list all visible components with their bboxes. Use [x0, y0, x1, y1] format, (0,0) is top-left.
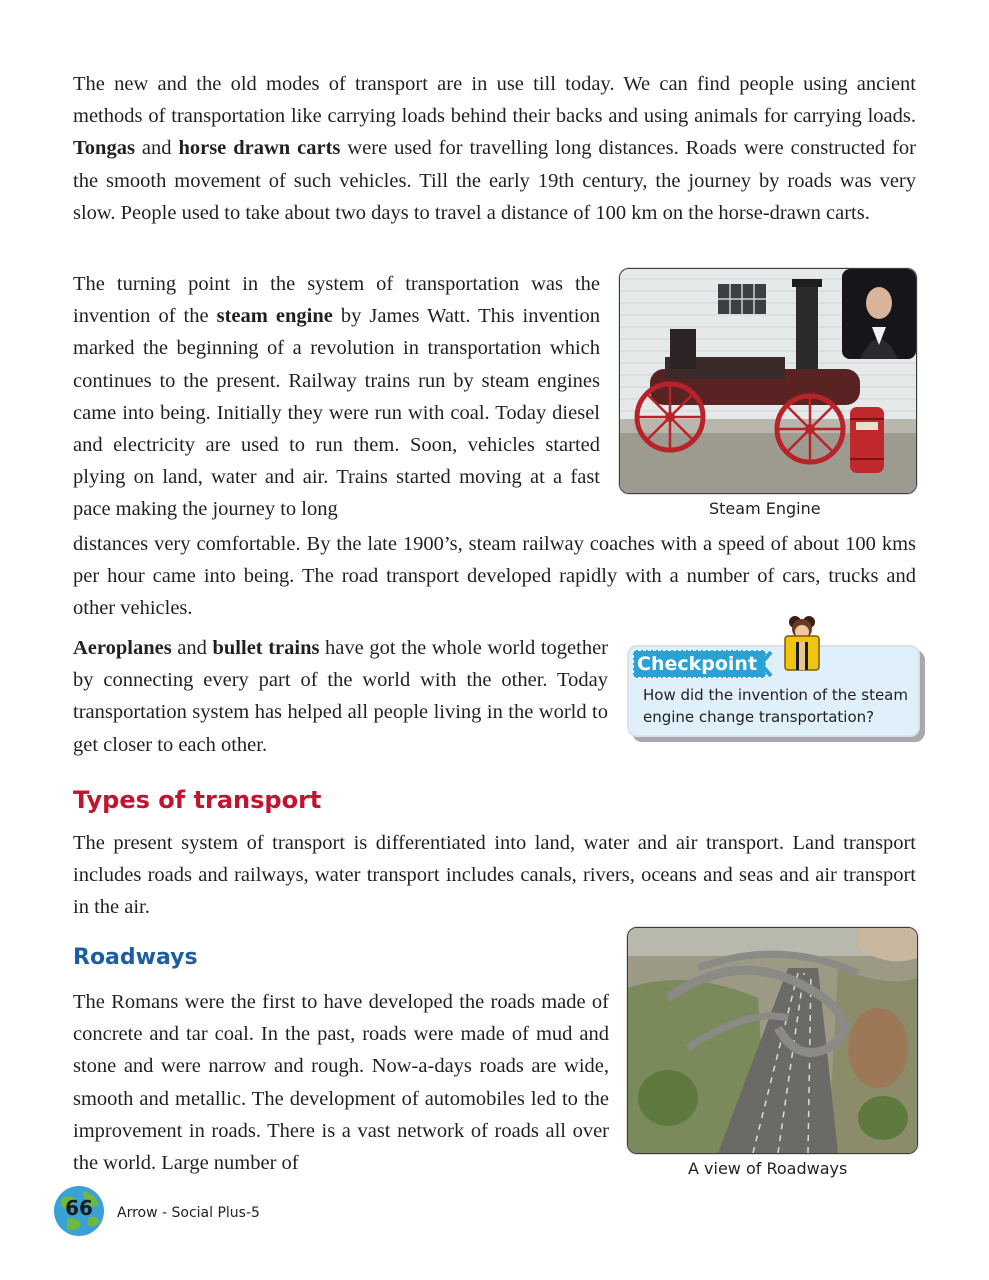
types-of-transport-heading: Types of transport: [73, 786, 322, 814]
steam-engine-paragraph: The turning point in the system of transportation was the invention of the steam engine by James Watt. This invention marked the beginning of a revolution in transportation which continues to the present. Railway trains run by steam engines came into being. Initially they were run with coal. Today diesel and electricity are used to run them. Soon, vehicles started plying on land, water and air. Trains started moving at a fast pace making the journey to long: [73, 273, 600, 521]
roadways-paragraph: The Romans were the first to have developed the roads made of concrete and tar coal. In the past, roads were made of mud and stone and were narrow and rough. Now-a-days roads are wide, smooth and metallic. The development of automobiles led to the improvement in roads. There is a vast network of roads all over the world. Large number of: [73, 991, 609, 1175]
term-bullet-trains: bullet trains: [212, 637, 320, 659]
term-tongas: Tongas: [73, 137, 135, 160]
chevron-icon: [759, 650, 775, 678]
roadways-heading: Roadways: [73, 945, 198, 970]
steam-engine-caption: Steam Engine: [709, 499, 821, 518]
page-number: 66: [65, 1196, 93, 1220]
intro-paragraph: The new and the old modes of transport are in use till today. We can find people using ancient methods of transportation like carrying loads behind their backs and using animals for carrying loads. Tongas and horse drawn carts were used for travelling long distances. Roads were constructed for the smooth movement of such vehicles. Till the early 19th century, the journey by roads was very slow. People used to take about two days to travel a distance of 100 km on the horse-drawn carts.: [73, 73, 916, 224]
steam-engine-paragraph-continued: distances very comfortable. By the late 1900’s, steam railway coaches with a speed of about 100 kms per hour came into being. The road transport developed rapidly with a number of cars, trucks and other vehicles.: [73, 533, 916, 620]
checkpoint-title: Checkpoint: [633, 650, 766, 678]
book-title: Arrow - Social Plus-5: [117, 1205, 260, 1221]
term-horse-drawn-carts: horse drawn carts: [178, 137, 341, 160]
checkpoint-box: [627, 645, 920, 737]
aeroplanes-paragraph: Aeroplanes and bullet trains have got the whole world together by connecting every part of the world with the other. Today transportation system has helped all people living in the world to get closer to each other.: [73, 637, 609, 756]
reading-girl-icon: [777, 612, 827, 674]
roadways-photo: [627, 927, 918, 1154]
term-aeroplanes: Aeroplanes: [73, 637, 172, 659]
steam-engine-photo: [619, 268, 917, 494]
checkpoint-question: How did the invention of the steam engine change transportation?: [643, 686, 908, 726]
types-paragraph: The present system of transport is differentiated into land, water and air transport. Land transport includes roads and railways, water transport includes canals, rivers, oceans and seas and air transport in the air.: [73, 832, 916, 919]
term-steam-engine: steam engine: [216, 305, 333, 328]
roadways-caption: A view of Roadways: [688, 1159, 848, 1178]
